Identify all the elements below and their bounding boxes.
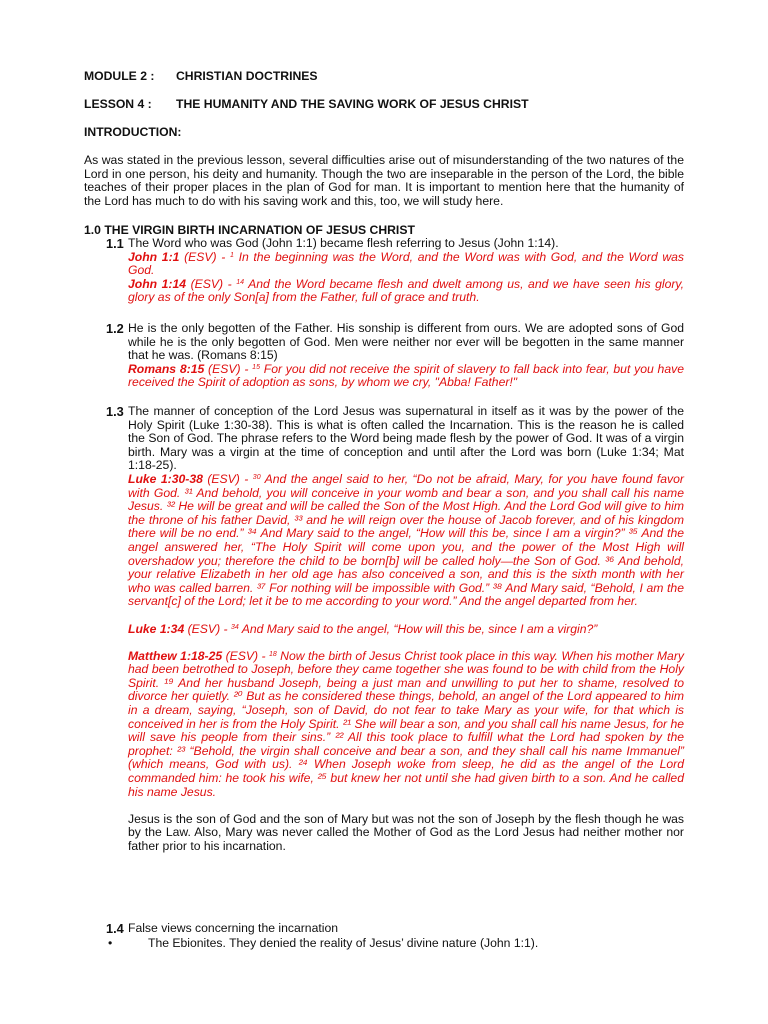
scripture-text: And the angel said to her, “Do not be afraid, Mary, for you have found favor with God. ³¹ And behold, you will conceive in your womb and bear a son, and you shall call his name Jesus. ³² He will be great and will be called the Son of the Most High. And the Lord God will give to him the throne of his father David, ³³ and he will reign over the house of Jacob forever, and of his kingdom there will be no end.” ³⁴ And Mary said to the angel, “How will this be, since I am a virgin?” ³⁵ And the angel answered her, “The Holy Spirit will come upon you, and the power of the Most High will overshadow you; therefore the child to be born[b] will be called holy—the Son of God. ³⁶ And behold, your relative Elizabeth in her old age has also conceived a son, and this is the sixth month with her who was called barren. ³⁷ For nothing will be impossible with God.” ³⁸ And Mary said, “Behold, I am the servant[c] of the Lord; let it be to me according to your word.” And the angel departed from her.	[128, 471, 684, 609]
scripture-reference: Matthew 1:18-25	[128, 648, 223, 663]
item-text: He is the only begotten of the Father. His sonship is different from ours. We are adopted sons of God while he is the only begotten of God. Men were neither nor ever will be begotten in the same manner that he was. (Romans 8:15)	[128, 321, 684, 363]
scripture-text: In the beginning was the Word, and the Word was with God, and the Word was God.	[128, 249, 684, 278]
bullet-icon: •	[108, 936, 113, 950]
module-label: MODULE 2 :	[84, 69, 155, 83]
verse-number: 18	[268, 650, 277, 658]
scripture-text: For you did not receive the spirit of slavery to fall back into fear, but you have received the Spirit of adoption as sons, by whom we cry, "Abba! Father!"	[128, 361, 684, 390]
scripture-reference: John 1:14	[128, 276, 187, 291]
scripture-quote	[128, 251, 684, 278]
introduction-heading: INTRODUCTION:	[84, 125, 182, 139]
item-number: 1.4	[106, 921, 124, 936]
introduction-paragraph: As was stated in the previous lesson, several difficulties arise out of misunderstanding of the two natures of the Lord in one person, his deity and humanity. Though the two are inseparable in the person of the Lord, the bible teaches of their proper places in the plan of God for man. It is important to mention here that the humanity of the Lord has much to do with his saving work and this, too, we will study here.	[84, 153, 684, 208]
scripture-quote	[128, 623, 684, 637]
item-1-1	[106, 236, 684, 305]
scripture-text: And the Word became flesh and dwelt among us, and we have seen his glory, glory as of the only Son[a] from the Father, full of grace and truth.	[128, 276, 684, 305]
scripture-version: (ESV) -	[202, 471, 253, 486]
item-1-4	[106, 921, 684, 936]
verse-number: 1	[230, 251, 234, 259]
item-number: 1.3	[106, 404, 124, 419]
scripture-reference: Romans 8:15	[128, 361, 205, 376]
scripture-version: (ESV) -	[186, 276, 237, 291]
scripture-version: (ESV) -	[179, 249, 230, 264]
scripture-version: (ESV) -	[222, 648, 269, 663]
item-text: The Word who was God (John 1:1) became flesh referring to Jesus (John 1:14).	[128, 236, 559, 250]
verse-number: 15	[252, 363, 260, 371]
bullet-text: The Ebionites. They denied the reality of Jesus’ divine nature (John 1:1).	[148, 936, 539, 950]
item-number: 1.1	[106, 236, 124, 251]
item-1-2	[106, 321, 684, 390]
lesson-label: LESSON 4 :	[84, 97, 152, 111]
scripture-text: Now the birth of Jesus Christ took place in this way. When his mother Mary had been betrothed to Joseph, before they came together she was found to be with child from the Holy Spirit. ¹⁹ And her husband Joseph, being a just man and unwilling to put her to shame, resolved to divorce her quietly. ²⁰ But as he considered these things, behold, an angel of the Lord appeared to him in a dream, saying, “Joseph, son of David, do not fear to take Mary as your wife, for that which is conceived in her is from the Holy Spirit. ²¹ She will bear a son, and you shall call his name Jesus, for he will save his people from their sins.” ²² All this took place to fulfill what the Lord had spoken by the prophet: ²³ “Behold, the virgin shall conceive and bear a son, and they shall call his name Immanuel” (which means, God with us). ²⁴ When Joseph woke from sleep, he did as the angel of the Lord commanded him: he took his wife, ²⁵ but knew her not until she had given birth to a son. And he called his name Jesus.	[128, 648, 684, 799]
verse-number: 30	[252, 473, 261, 481]
bullet-item	[108, 936, 684, 951]
scripture-reference: Luke 1:30-38	[128, 471, 203, 486]
verse-number: 34	[230, 623, 239, 631]
lesson-title: THE HUMANITY AND THE SAVING WORK OF JESUS CHRIST	[176, 97, 529, 111]
scripture-reference: Luke 1:34	[128, 621, 185, 636]
lesson-line	[84, 98, 529, 112]
scripture-quote	[128, 650, 684, 800]
verse-number: 14	[236, 278, 245, 286]
item-text: False views concerning the incarnation	[128, 921, 339, 935]
scripture-version: (ESV) -	[204, 361, 253, 376]
module-title: CHRISTIAN DOCTRINES	[176, 69, 318, 83]
item-text: The manner of conception of the Lord Jesus was supernatural in itself as it was by the power of the Holy Spirit (Luke 1:30-38). This is what is often called the Incarnation. This is the reason he is called the Son of God. The phrase refers to the Word being made flesh by the power of God. It was of a virgin birth. Mary was a virgin at the time of conception and until after the Lord was born (Luke 1:34; Mat 1:18-25).	[128, 404, 684, 473]
scripture-text: And Mary said to the angel, “How will this be, since I am a virgin?”	[238, 621, 598, 636]
scripture-quote	[128, 363, 684, 390]
item-number: 1.2	[106, 321, 124, 336]
scripture-reference: John 1:1	[128, 249, 180, 264]
scripture-quote	[128, 278, 684, 305]
item-1-3	[106, 404, 684, 854]
scripture-quote	[128, 473, 684, 609]
item-text: Jesus is the son of God and the son of Mary but was not the son of Joseph by the flesh though he was by the Law. Also, Mary was never called the Mother of God as the Lord Jesus had neither mother nor father prior to his incarnation.	[128, 811, 684, 853]
section-heading: 1.0 THE VIRGIN BIRTH INCARNATION OF JESUS CHRIST	[84, 223, 415, 237]
scripture-version: (ESV) -	[184, 621, 231, 636]
module-line	[84, 70, 318, 84]
